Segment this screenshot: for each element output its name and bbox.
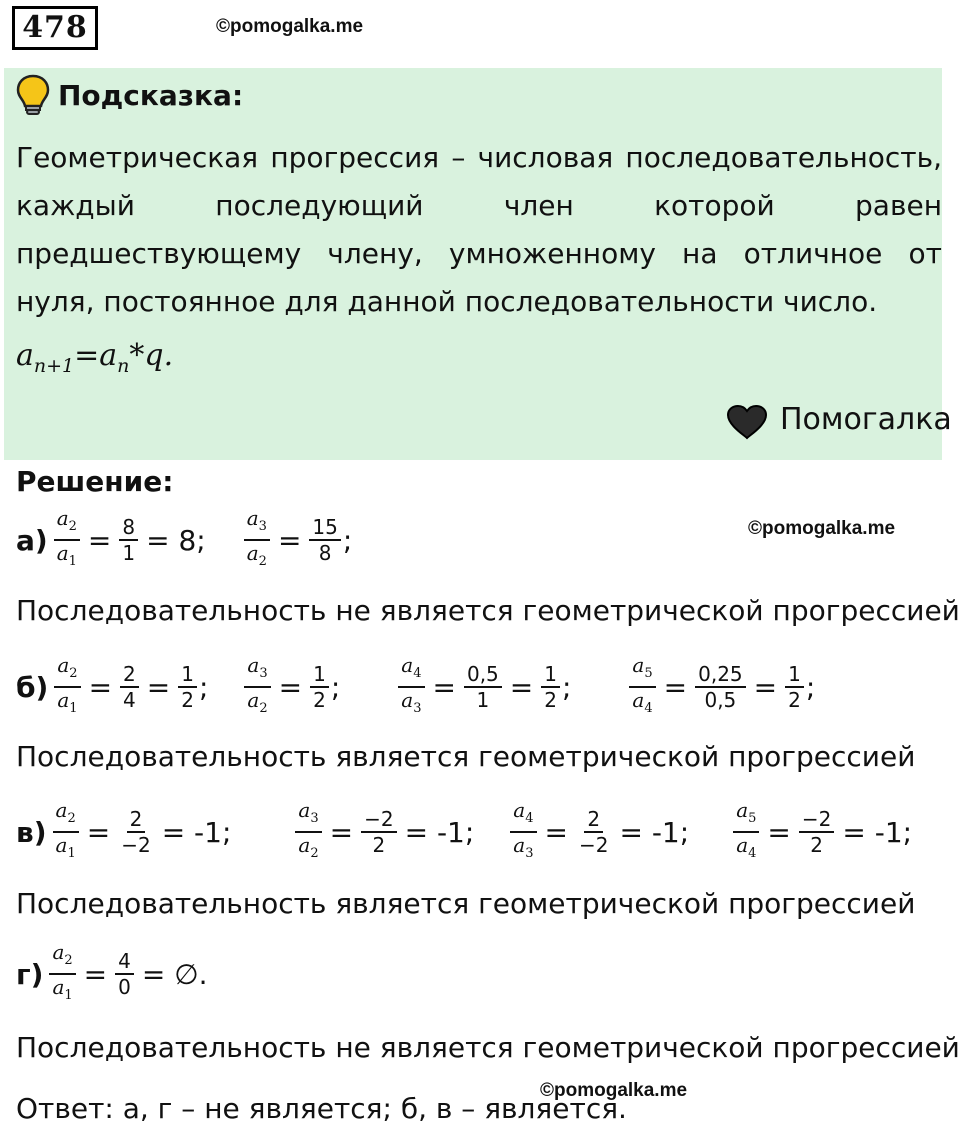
- part-g-equations: г) $\frac{a_2}{a_1}$ = $\frac{4}{0}$ = ∅.: [16, 939, 208, 1009]
- fraction: $\frac{a_2}{a_1}$: [49, 940, 75, 1008]
- fraction: $\frac{a_4}{a_3}$: [510, 798, 536, 866]
- heart-icon: [726, 404, 768, 440]
- fraction: $\frac{1}{2}$: [310, 662, 329, 712]
- fraction: $\frac{1}{2}$: [785, 662, 804, 712]
- hint-brand: Помогалка: [780, 402, 952, 437]
- fraction: $\frac{4}{0}$: [115, 949, 134, 999]
- problem-number: 478: [12, 6, 98, 50]
- lightbulb-icon: [16, 74, 50, 116]
- fraction: $\frac{2}{-2}$: [578, 807, 609, 857]
- part-b-equations: б) $\frac{a_2}{a_1}$ = $\frac{2}{4}$ = $\frac{1}{2}$ ; $\frac{a_3}{a_2}$ = $\frac{1}{2}$ ; $\frac{a_4}{a_3}$ = $\frac{0,5}{1}$ = $\frac{1}{2}$ ; $\frac{a_5}{a_4}$ = $\frac{0,25}{0,5}$ = $\frac{1}{2}$ ;: [16, 652, 815, 722]
- fraction: $\frac{a_3}{a_2}$: [295, 798, 321, 866]
- hint-formula: $a_{n+1}=a_n*q$.: [16, 338, 174, 377]
- hint-title: Подсказка:: [58, 79, 244, 112]
- fraction: $\frac{-2}{2}$: [799, 807, 834, 857]
- hint-text: Геометрическая прогрессия – числовая последовательность, каждый последующий член которой равен предшествующему члену, умноженному на отличное от нуля, постоянное для данной последовательности число.: [16, 141, 942, 318]
- fraction: $\frac{2}{4}$: [120, 662, 139, 712]
- fraction: $\frac{15}{8}$: [309, 515, 340, 565]
- fraction: $\frac{1}{2}$: [178, 662, 197, 712]
- fraction: $\frac{1}{2}$: [541, 662, 560, 712]
- fraction: $\frac{a_2}{a_1}$: [54, 653, 80, 721]
- fraction: $\frac{a_5}{a_4}$: [629, 653, 655, 721]
- part-a-equations: а) $\frac{a_2}{a_1}$ = $\frac{8}{1}$ = 8; $\frac{a_3}{a_2}$ = $\frac{15}{8}$ ;: [16, 505, 352, 575]
- part-v-label: в): [16, 815, 47, 849]
- part-a-conclusion: Последовательность не является геометрической прогрессией: [16, 594, 960, 627]
- watermark-bottom: ©pomogalka.me: [540, 1080, 688, 1101]
- part-b-label: б): [16, 670, 49, 704]
- part-g-conclusion: Последовательность не является геометрической прогрессией: [16, 1031, 960, 1064]
- part-v-equations: в) $\frac{a_2}{a_1}$ = $\frac{2}{-2}$ = -1; $\frac{a_3}{a_2}$ = $\frac{-2}{2}$ = -1; $\frac{a_4}{a_3}$ = $\frac{2}{-2}$ = -1; $\frac{a_5}{a_4}$ = $\frac{-2}{2}$ = -1;: [16, 797, 912, 867]
- fraction: $\frac{8}{1}$: [119, 515, 138, 565]
- fraction: $\frac{a_2}{a_1}$: [54, 506, 80, 574]
- watermark-top: ©pomogalka.me: [216, 16, 364, 37]
- fraction: $\frac{a_3}{a_2}$: [244, 653, 270, 721]
- solution-heading: Решение:: [16, 465, 174, 498]
- answer: Ответ: а, г – не является; б, в – является.: [16, 1092, 627, 1125]
- fraction: $\frac{0,25}{0,5}$: [695, 662, 746, 712]
- fraction: $\frac{a_2}{a_1}$: [53, 798, 79, 866]
- fraction: $\frac{2}{-2}$: [121, 807, 151, 857]
- fraction: $\frac{a_5}{a_4}$: [733, 798, 759, 866]
- fraction: $\frac{-2}{2}$: [361, 807, 396, 857]
- part-g-label: г): [16, 957, 44, 991]
- part-b-conclusion: Последовательность является геометрической прогрессией: [16, 740, 916, 773]
- part-a-label: а): [16, 523, 48, 557]
- fraction: $\frac{a_4}{a_3}$: [398, 653, 424, 721]
- fraction: $\frac{0,5}{1}$: [464, 662, 502, 712]
- part-v-conclusion: Последовательность является геометрической прогрессией: [16, 887, 916, 920]
- fraction: $\frac{a_3}{a_2}$: [244, 506, 270, 574]
- watermark-middle: ©pomogalka.me: [748, 518, 896, 539]
